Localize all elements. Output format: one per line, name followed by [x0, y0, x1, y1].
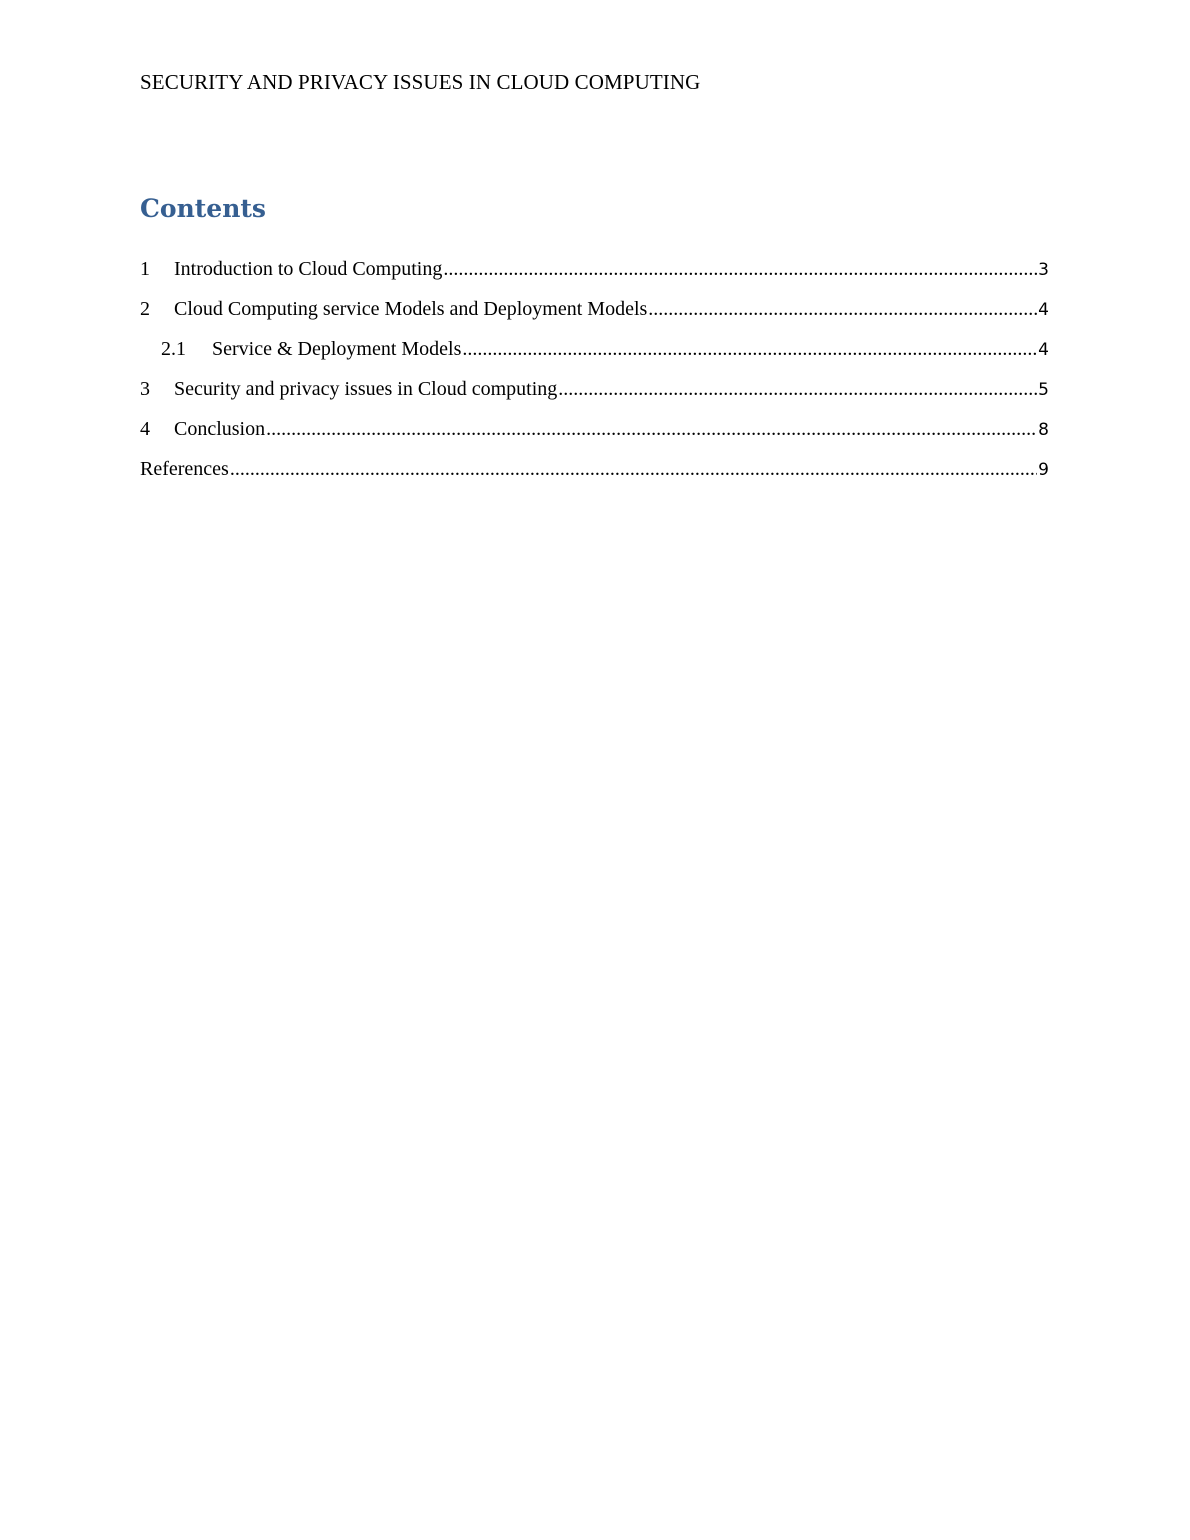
toc-entry-page: 9 [1038, 460, 1049, 480]
toc-entry-page: 4 [1038, 300, 1049, 320]
running-header: SECURITY AND PRIVACY ISSUES IN CLOUD COMPUTING [140, 70, 701, 94]
toc-entry-number: 4 [140, 418, 150, 440]
toc-dot-leader [230, 458, 1037, 481]
toc-entry-page: 3 [1038, 260, 1049, 280]
toc-entry-number: 1 [140, 258, 150, 280]
toc-entry-title: References [140, 458, 229, 480]
toc-entry-title: Conclusion [174, 418, 266, 440]
toc-dot-leader [266, 418, 1037, 441]
toc-entry-number: 2 [140, 298, 150, 320]
toc-entry-title: Security and privacy issues in Cloud computing [174, 378, 558, 400]
toc-entry-security-privacy[interactable] [140, 378, 1049, 418]
toc-entry-page: 4 [1038, 340, 1049, 360]
toc-entry-service-models[interactable] [140, 298, 1049, 338]
toc-dot-leader [443, 258, 1037, 281]
toc-entry-page: 8 [1038, 420, 1049, 440]
toc-heading: Contents [140, 194, 267, 223]
toc-dot-leader [462, 338, 1037, 361]
toc-dot-leader [648, 298, 1037, 321]
toc-entry-number: 3 [140, 378, 150, 400]
table-of-contents [140, 258, 1049, 498]
toc-entry-introduction[interactable] [140, 258, 1049, 298]
toc-entry-references[interactable] [140, 458, 1049, 498]
toc-entry-title: Service & Deployment Models [212, 338, 462, 360]
toc-entry-service-deployment[interactable] [140, 338, 1049, 378]
toc-dot-leader [558, 378, 1037, 401]
toc-entry-page: 5 [1038, 380, 1049, 400]
toc-entry-conclusion[interactable] [140, 418, 1049, 458]
toc-entry-title: Cloud Computing service Models and Deployment Models [174, 298, 648, 320]
toc-entry-title: Introduction to Cloud Computing [174, 258, 443, 280]
toc-entry-number: 2.1 [161, 338, 186, 360]
